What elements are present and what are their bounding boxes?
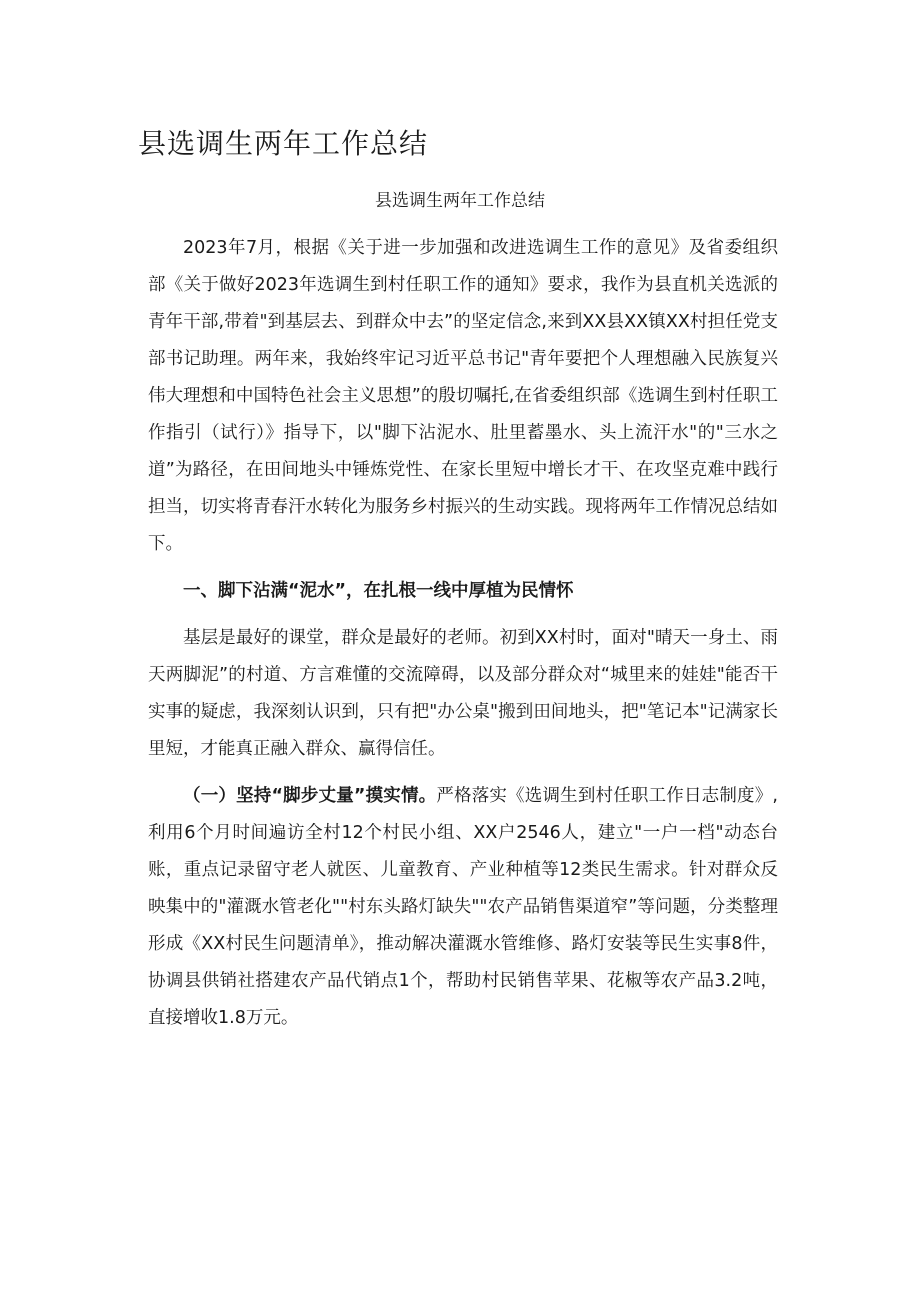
- subsection-heading: （一）坚持“脚步丈量”摸实情。: [183, 786, 437, 806]
- section-paragraph: 基层是最好的课堂，群众是最好的老师。初到XX村时，面对"晴天一身土、雨天两脚泥”的村道、方言难懂的交流障碍，以及部分群众对“城里来的娃娃"能否干实事的疑虑，我深刻认识到，只有把"办公桌"搬到田间地头，把"笔记本"记满家长里短，才能真正融入群众、赢得信任。: [148, 628, 778, 759]
- intro-paragraph: 2023年7月，根据《关于进一步加强和改进选调生工作的意见》及省委组织部《关于做好2023年选调生到村任职工作的通知》要求，我作为县直机关选派的青年干部,带着"到基层去、到群众中去”的坚定信念,来到XX县XX镇XX村担任党支部书记助理。两年来，我始终牢记习近平总书记"青年要把个人理想融入民族复兴伟大理想和中国特色社会主义思想”的殷切嘱托,在省委组织部《选调生到村任职工作指引（试行）》指导下，以"脚下沾泥水、肚里蓄墨水、头上流汗水"的"三水之道”为路径，在田间地头中锤炼党性、在家长里短中增长才干、在攻坚克难中践行担当，切实将青春汗水转化为服务乡村振兴的生动实践。现将两年工作情况总结如下。: [148, 238, 778, 554]
- subsection-text: 严格落实《选调生到村任职工作日志制度》,利用6个月时间遍访全村12个村民小组、XX户2546人，建立"一户一档"动态台账，重点记录留守老人就医、儿童教育、产业种植等12类民生需求。针对群众反映集中的"灌溉水管老化""村东头路灯缺失""农产品销售渠道窄”等问题，分类整理形成《XX村民生问题清单》，推动解决灌溉水管维修、路灯安装等民生实事8件，协调县供销社搭建农产品代销点1个，帮助村民销售苹果、花椒等农产品3.2吨，直接增收1.8万元。: [148, 786, 778, 1028]
- section-heading: 一、脚下沾满“泥水”，在扎根一线中厚植为民情怀: [183, 581, 574, 601]
- document-subtitle: 县选调生两年工作总结: [375, 191, 545, 211]
- subsection-paragraph: [148, 778, 778, 1037]
- document-body: [148, 230, 778, 1037]
- document-title: 县选调生两年工作总结: [138, 127, 429, 160]
